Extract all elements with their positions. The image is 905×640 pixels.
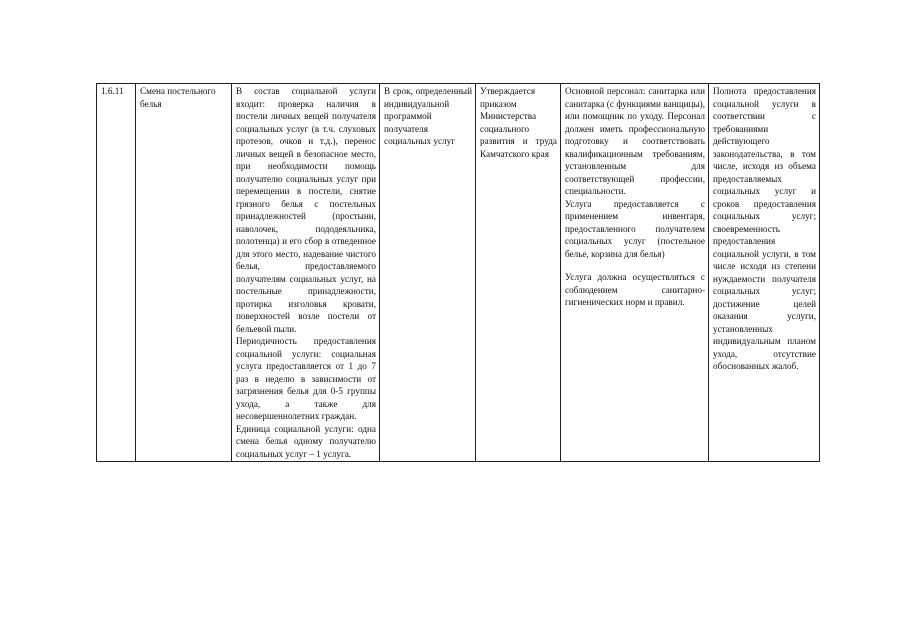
service-term: В срок, определенный индивидуальной программой получателя социальных услуг [384, 86, 472, 147]
row-number: 1.6.11 [101, 86, 124, 96]
sanitary-conditions: Услуга должна осуществляться с соблюдением санитарно-гигиенических норм и правил. [565, 272, 705, 308]
service-periodicity: Периодичность предоставления социальной услуги: социальная услуга предоставляется от 1 до 7 раз в неделю в зависимости от загрязнения белья для 0-5 группы ухода, а также для несовершеннолетних граждан. [236, 336, 376, 422]
inventory-conditions: Услуга предоставляется с применением инвентаря, предоставленного получателем социальных услуг (постельное белье, корзина для белья) [565, 198, 705, 259]
row-number-cell [97, 84, 136, 462]
service-content-description: В состав социальной услуги входит: проверка наличия в постели личных вещей получателя социальных услуг (в т.ч. слуховых протезов, очков и т.д.), перенос личных вещей в безопасное место, при необходимости помощь получателю социальных услуг при перемещении в постели, снятие грязного белья с постельных принадлежностей (простыни, наволочек, пододеяльника, полотенца) и его сбор в отведенное для этого место, надевание чистого белья, предоставляемого получателям социальных услуг, на постельные принадлежности, протирка изголовья кровати, поверхностей возле постели от бельевой пыли. [236, 86, 376, 334]
service-name: Смена постельного белья [140, 86, 216, 109]
table-row [97, 84, 820, 462]
service-term-cell [380, 84, 476, 462]
service-name-cell [136, 84, 232, 462]
service-unit: Единица социальной услуги: одна смена белья одному получателю социальных услуг – 1 услуга. [236, 423, 376, 459]
quality-indicators-cell [709, 84, 820, 462]
service-approval-cell [476, 84, 561, 462]
service-approval: Утверждается приказом Министерства социального развития и труда Камчатского края [480, 86, 557, 159]
service-standard-table [96, 83, 820, 462]
service-content-cell [232, 84, 380, 462]
service-conditions-cell [561, 84, 709, 462]
quality-indicators: Полнота предоставления социальной услуги в соответствии с требованиями действующего законодательства, в том числе, исходя из объема предоставляемых социальных услуг и сроков предоставления социальных услуг; своевременность предоставления социальной услуги, в том числе исходя из степени нуждаемости получателя социальных услуг; достижение целей оказания услуги, установленных индивидуальным планом ухода, отсутствие обоснованных жалоб. [713, 86, 816, 372]
staff-conditions: Основной персонал: санитарка или санитарка (с функциями ванщицы), или помощник по уходу. Персонал должен иметь профессиональную подготовку и соответствовать квалификационным требованиям, установленным для соответствующей профессии, специальности. [565, 86, 705, 197]
